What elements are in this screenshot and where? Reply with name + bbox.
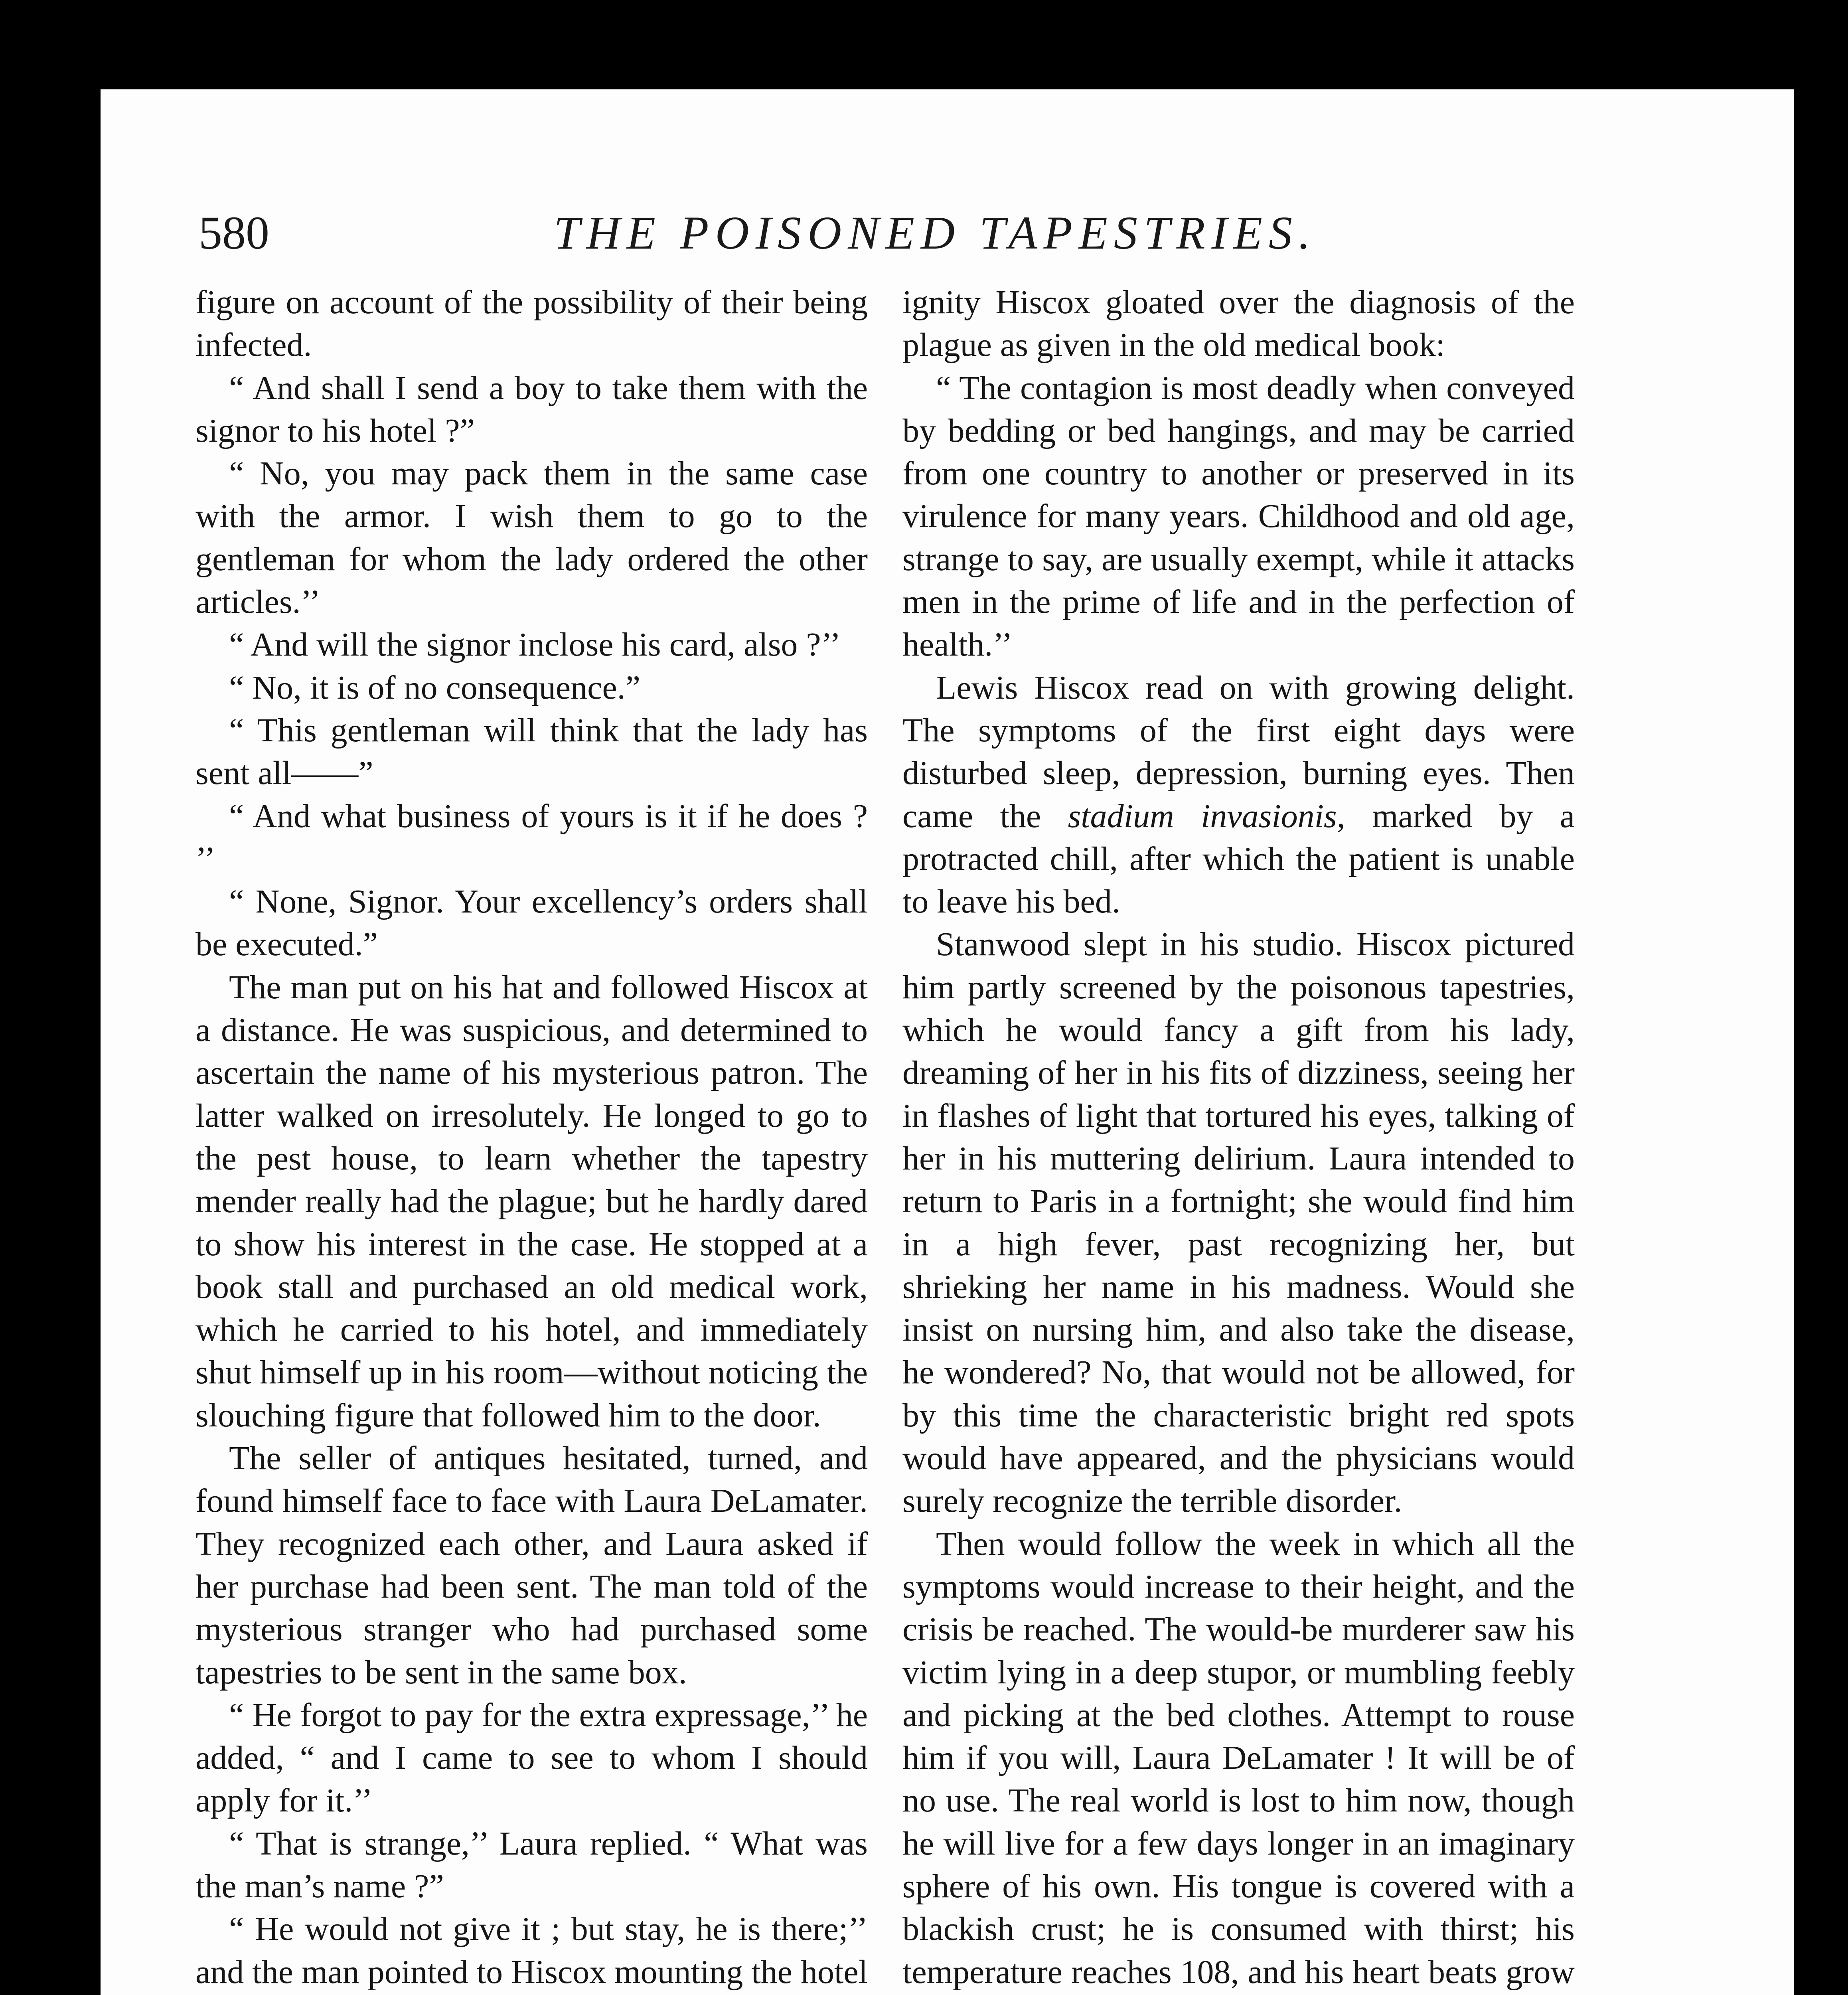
paragraph: “ And what business of yours is it if he does ? ’’ — [195, 797, 868, 877]
paragraph-text: Lewis Hiscox read on with growing delight. The symptoms of the first eight days were disturbed sleep, depression, burning eyes. Then came the — [902, 669, 1575, 835]
paragraph: “ That is strange,’’ Laura replied. “ What was the man’s name ?” — [195, 1825, 868, 1905]
paragraph: The man put on his hat and followed Hiscox at a distance. He was suspicious, and determined to ascertain the name of his mysterious patron. The latter walked on irresolutely. He longed to go to the pest house, to learn whether the tapestry mender really had the plague; but he hardly dared to show his interest in the case. He stopped at a book stall and purchased an old medical work, which he carried to his hotel, and immediately shut himself up in his room—without noticing the slouching figure that followed him to the door. — [195, 968, 868, 1434]
paragraph: “ The contagion is most deadly when conveyed by bedding or bed hangings, and may be carried from one country to another or preserved in its virulence for many years. Childhood and old age, strange to say, are usually exempt, while it attacks men in the prime of life and in the perfection of health.’’ — [902, 369, 1575, 664]
paragraph: “ This gentleman will think that the lady has sent all——” — [195, 711, 868, 792]
paragraph: “ He would not give it ; but stay, he is there;’’ and the man pointed to Hiscox mounting the hotel — [195, 1910, 868, 1991]
paragraph: Stanwood slept in his studio. Hiscox pictured him partly screened by the poisonous tapestries, which he would fancy a gift from his lady, dreaming of her in his fits of dizziness, seeing her in flashes of light that tortured his eyes, talking of her in his muttering delirium. Laura intended to return to Paris in a fortnight; she would find him in a high fever, past recognizing her, but shrieking her name in his madness. Would she insist on nursing him, and also take the disease, he wondered? No, that would not be allowed, for by this time the characteristic bright red spots would have appeared, and the physicians would surely recognize the terrible disorder. — [902, 926, 1575, 1520]
paragraph: “ No, it is of no consequence.” — [229, 669, 641, 706]
italic-phrase: stadium invasionis, — [1068, 797, 1345, 835]
right-column — [902, 281, 1575, 1995]
page-number: 580 — [199, 207, 269, 259]
paragraph: “ No, you may pack them in the same case with the armor. I wish them to go to the gentleman for whom the lady ordered the other articles.’’ — [195, 455, 868, 621]
paragraph: “ He forgot to pay for the extra expressage,’’ he added, “ and I came to see to whom I should apply for it.’’ — [195, 1696, 868, 1819]
page-header — [199, 197, 1691, 269]
paragraph: figure on account of the possibility of their being infected. — [195, 284, 868, 364]
paragraph — [902, 666, 1575, 923]
paragraph: “ And shall I send a boy to take them with the signor to his hotel ?” — [195, 369, 868, 449]
book-page — [101, 89, 1794, 1995]
paragraph: Then would follow the week in which all the symptoms would increase to their height, and the crisis be reached. The would-be murderer saw his victim lying in a deep stupor, or mumbling feebly and picking at the bed clothes. Attempt to rouse him if you will, Laura DeLamater ! It will be of no use. The real world is lost to him now, though he will live for a few days longer in an imaginary sphere of his own. His tongue is covered with a blackish crust; he is consumed with thirst; his temperature reaches 108, and his heart beats grow — [902, 1525, 1575, 1991]
paragraph-text: marked by a protracted chill, after which the patient is unable to leave his bed. — [902, 797, 1575, 920]
paragraph: “ None, Signor. Your excellency’s orders shall be executed.” — [195, 883, 868, 963]
left-column — [195, 281, 868, 1995]
paragraph: The seller of antiques hesitated, turned, and found himself face to face with Laura DeLamater. They recognized each other, and Laura asked if her purchase had been sent. The man told of the mysterious stranger who had purchased some tapestries to be sent in the same box. — [195, 1440, 868, 1691]
running-title: THE POISONED TAPESTRIES. — [554, 207, 1317, 259]
paragraph: “ And will the signor inclose his card, also ?’’ — [229, 626, 841, 664]
paragraph: ignity Hiscox gloated over the diagnosis of the plague as given in the old medical book: — [902, 284, 1575, 364]
